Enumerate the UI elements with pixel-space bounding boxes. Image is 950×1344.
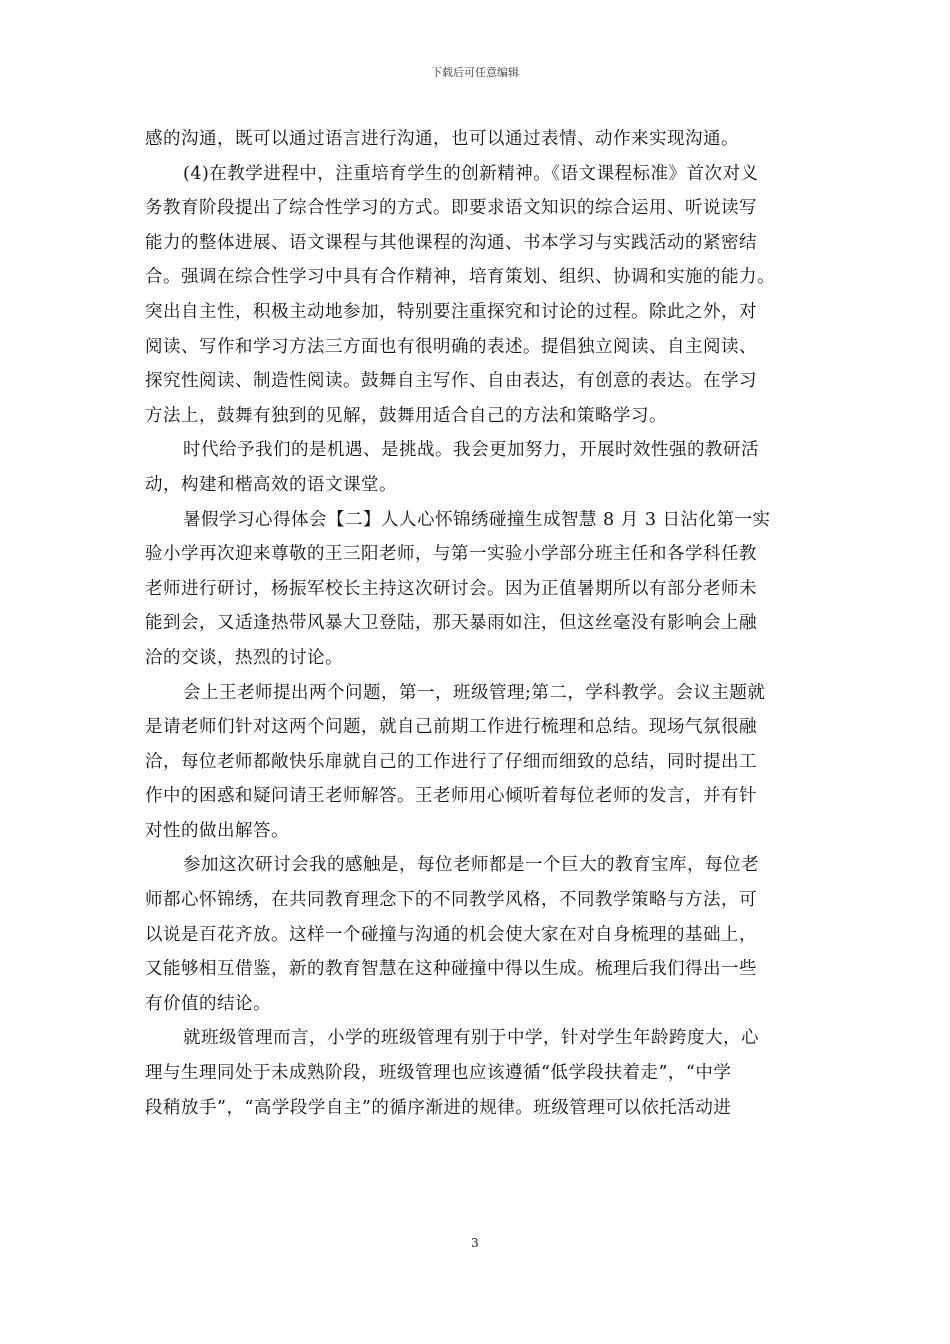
text-line: 能力的整体进展、语文课程与其他课程的沟通、书本学习与实践活动的紧密结 xyxy=(145,232,757,253)
text-line: 是请老师们针对这两个问题，就自己前期工作进行梳理和总结。现场气氛很融 xyxy=(145,717,757,738)
document-body xyxy=(145,122,810,1125)
text-line: 参加这次研讨会我的感触是，每位老师都是一个巨大的教育宝库，每位老 xyxy=(183,855,759,876)
text-line: 时代给予我们的是机遇、是挑战。我会更加努力，开展时效性强的教研活 xyxy=(183,440,759,461)
page-number: 3 xyxy=(471,1236,479,1250)
text-line: (4)在教学进程中，注重培育学生的创新精神。《语文课程标准》首次对义 xyxy=(183,163,759,184)
text-line: 理与生理同处于未成熟阶段，班级管理也应该遵循“低学段扶着走”，“中学 xyxy=(145,1063,732,1084)
text-line: 就班级管理而言，小学的班级管理有别于中学，针对学生年龄跨度大，心 xyxy=(183,1028,759,1049)
text-line: 会上王老师提出两个问题，第一，班级管理;第二，学科教学。会议主题就 xyxy=(183,682,766,703)
text-line: 探究性阅读、制造性阅读。鼓舞自主写作、自由表达，有创意的表达。在学习 xyxy=(145,371,757,392)
text-line: 对性的做出解答。 xyxy=(145,820,289,841)
text-line: 务教育阶段提出了综合性学习的方式。即要求语文知识的综合运用、听说读写 xyxy=(145,198,757,219)
text-line: 段稍放手”，“高学段学自主”的循序渐进的规律。班级管理可以依托活动进 xyxy=(145,1097,732,1118)
text-line: 阅读、写作和学习方法三方面也有很明确的表述。提倡独立阅读、自主阅读、 xyxy=(145,336,757,357)
page-header-note: 下载后可任意编辑 xyxy=(431,66,519,79)
text-line: 又能够相互借鉴，新的教育智慧在这种碰撞中得以生成。梳理后我们得出一些 xyxy=(145,959,757,980)
text-line: 能到会，又适逢热带风暴大卫登陆，那天暴雨如注，但这丝毫没有影响会上融 xyxy=(145,613,757,634)
text-line: 合。强调在综合性学习中具有合作精神，培育策划、组织、协调和实施的能力。 xyxy=(145,267,775,288)
text-line: 动，构建和楷高效的语文课堂。 xyxy=(145,474,397,495)
text-line: 突出自主性，积极主动地参加，特别要注重探究和讨论的过程。除此之外，对 xyxy=(145,301,757,322)
text-line: 洽的交谈，热烈的讨论。 xyxy=(145,647,343,668)
text-line: 洽，每位老师都敞快乐扉就自己的工作进行了仔细而细致的总结，同时提出工 xyxy=(145,751,757,772)
text-line: 感的沟通，既可以通过语言进行沟通，也可以通过表情、动作来实现沟通。 xyxy=(145,129,739,149)
text-line: 验小学再次迎来尊敬的王三阳老师，与第一实验小学部分班主任和各学科任教 xyxy=(145,544,757,565)
text-line: 有价值的结论。 xyxy=(145,993,271,1014)
text-line: 以说是百花齐放。这样一个碰撞与沟通的机会使大家在对自身梳理的基础上， xyxy=(145,924,757,945)
text-line: 暑假学习心得体会【二】人人心怀锦绣碰撞生成智慧 8 月 3 日沾化第一实 xyxy=(183,509,771,530)
text-line: 师都心怀锦绣，在共同教育理念下的不同教学风格，不同教学策略与方法，可 xyxy=(145,890,757,911)
text-line: 作中的困惑和疑问请王老师解答。王老师用心倾听着每位老师的发言，并有针 xyxy=(145,786,757,807)
text-line: 方法上，鼓舞有独到的见解，鼓舞用适合自己的方法和策略学习。 xyxy=(145,405,667,426)
text-line: 老师进行研讨，杨振军校长主持这次研讨会。因为正值暑期所以有部分老师未 xyxy=(145,578,757,599)
